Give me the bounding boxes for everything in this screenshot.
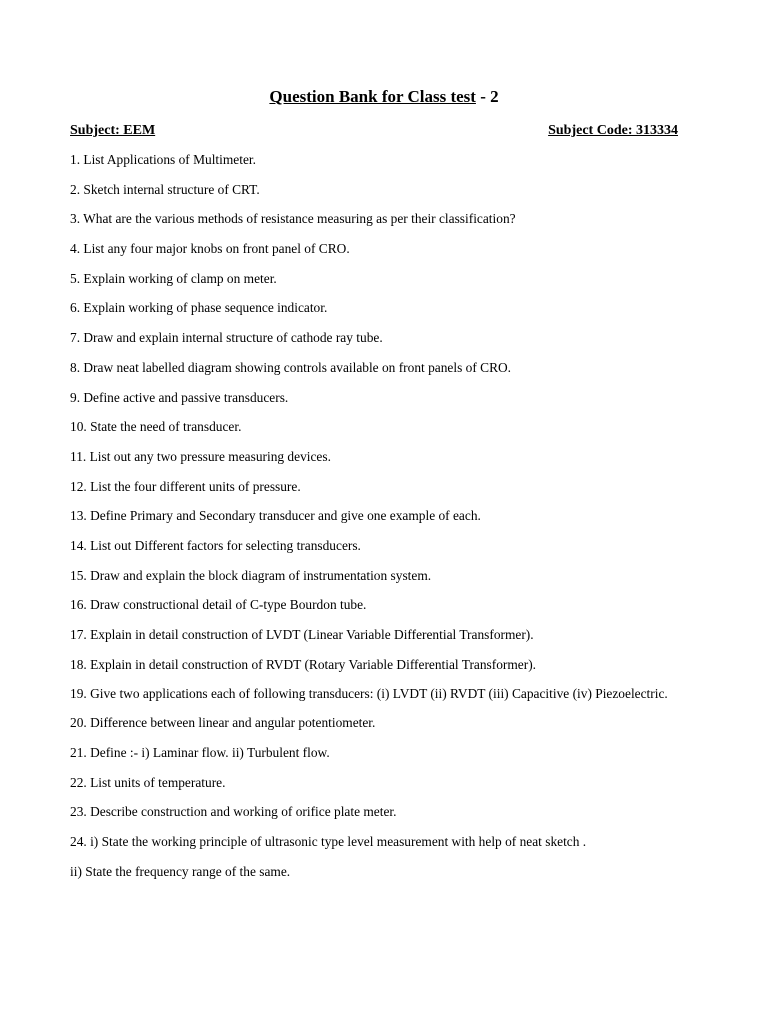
question-item: 21. Define :- i) Laminar flow. ii) Turbulent flow. xyxy=(70,745,330,761)
question-item: 5. Explain working of clamp on meter. xyxy=(70,270,277,286)
question-item: 19. Give two applications each of following transducers: (i) LVDT (ii) RVDT (iii) Capacitive (iv) Piezoelectric. xyxy=(70,686,668,702)
subject-row xyxy=(70,122,678,140)
question-item: 16. Draw constructional detail of C-type Bourdon tube. xyxy=(70,597,367,613)
question-item: 24. i) State the working principle of ultrasonic type level measurement with help of neat sketch . xyxy=(70,834,587,850)
question-item: 1. List Applications of Multimeter. xyxy=(70,152,256,167)
question-item: 18. Explain in detail construction of RVDT (Rotary Variable Differential Transformer). xyxy=(70,656,537,672)
question-item: ii) State the frequency range of the same. xyxy=(70,863,291,879)
page-title xyxy=(0,87,768,107)
question-item: 12. List the four different units of pressure. xyxy=(70,478,301,494)
subject-code-label: Subject Code: 313334 xyxy=(548,123,678,138)
question-item: 2. Sketch internal structure of CRT. xyxy=(70,181,260,197)
question-item: 10. State the need of transducer. xyxy=(70,419,242,435)
question-item: 20. Difference between linear and angular potentiometer. xyxy=(70,715,376,731)
question-item: 11. List out any two pressure measuring devices. xyxy=(70,448,331,464)
subject-label: Subject: EEM xyxy=(70,123,156,138)
question-item: 23. Describe construction and working of orifice plate meter. xyxy=(70,804,397,820)
question-item: 15. Draw and explain the block diagram of instrumentation system. xyxy=(70,567,432,583)
question-item: 9. Define active and passive transducers. xyxy=(70,389,289,405)
question-item: 4. List any four major knobs on front panel of CRO. xyxy=(70,241,350,257)
question-item: 17. Explain in detail construction of LVDT (Linear Variable Differential Transformer). xyxy=(70,627,534,642)
question-item: 3. What are the various methods of resistance measuring as per their classification? xyxy=(70,211,516,227)
title-suffix: - 2 xyxy=(480,87,499,106)
question-item: 8. Draw neat labelled diagram showing controls available on front panels of CRO. xyxy=(70,359,512,375)
question-item: 22. List units of temperature. xyxy=(70,774,226,790)
question-list xyxy=(70,152,697,894)
question-item: 7. Draw and explain internal structure of cathode ray tube. xyxy=(70,330,383,346)
question-item: 13. Define Primary and Secondary transducer and give one example of each. xyxy=(70,508,481,524)
question-item: 14. List out Different factors for selecting transducers. xyxy=(70,537,361,553)
title-main: Question Bank for Class test xyxy=(269,87,476,106)
question-item: 6. Explain working of phase sequence indicator. xyxy=(70,300,328,316)
